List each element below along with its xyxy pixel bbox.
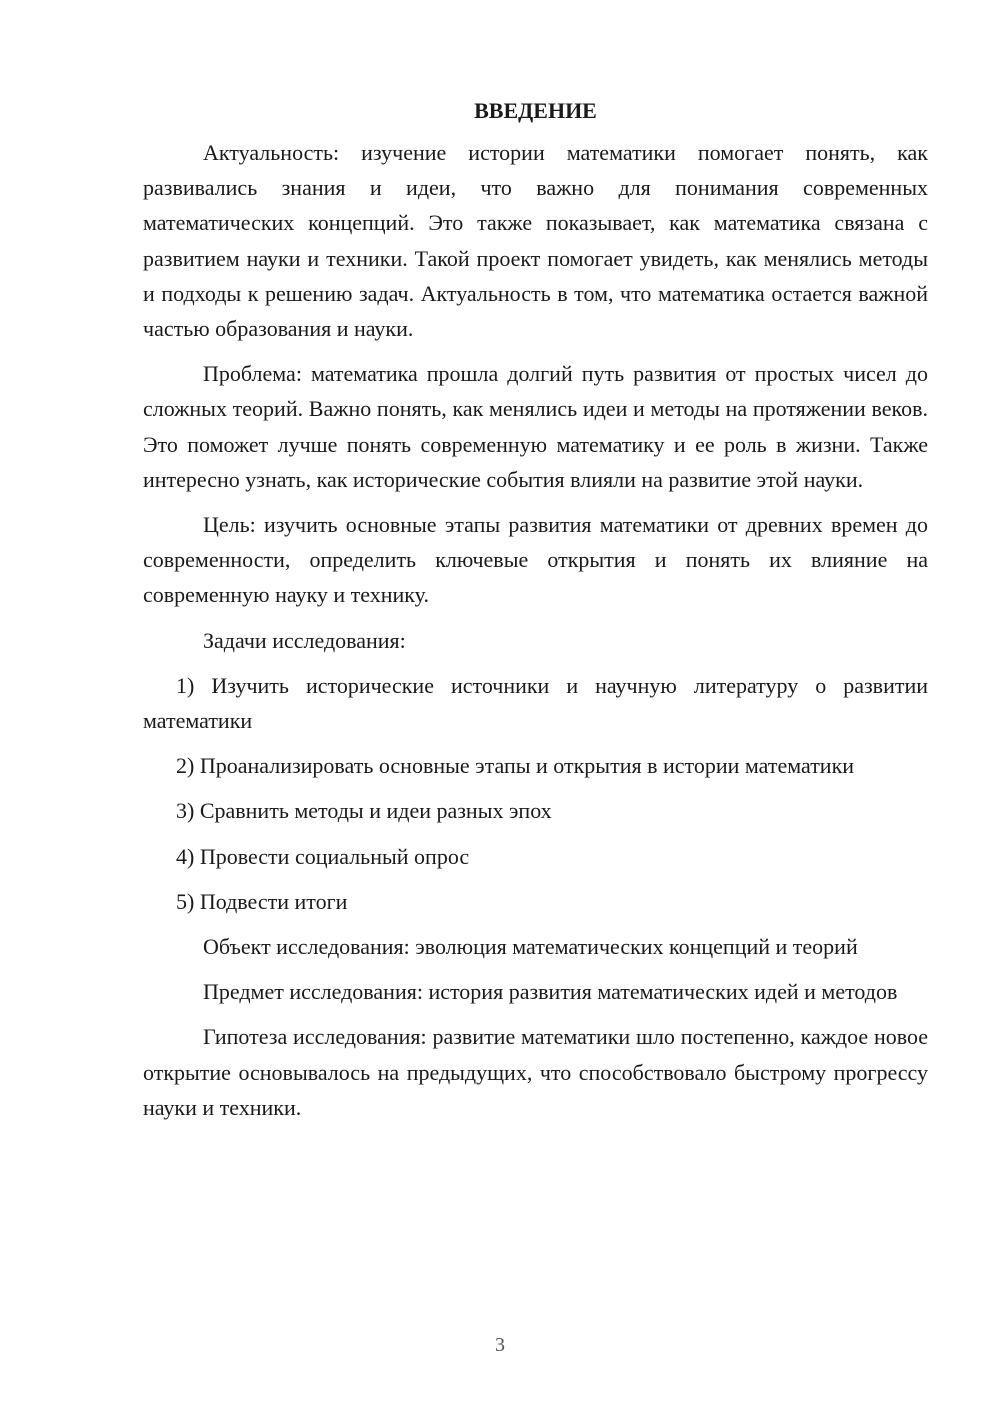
document-page [143, 94, 928, 1125]
problem-paragraph: Проблема: математика прошла долгий путь развития от простых чисел до сложных теорий. Важно понять, как менялись идеи и методы на протяжении веков. Это поможет лучше понять современную математику и ее роль в жизни. Также интересно узнать, как исторические события влияли на развитие этой науки. [143, 361, 928, 492]
object-paragraph: Объект исследования: эволюция математических концепций и теорий [203, 934, 858, 960]
goal-paragraph: Цель: изучить основные этапы развития математики от древних времен до современности, определить ключевые открытия и понять их влияние на современную науку и технику. [143, 512, 928, 608]
task-item-1: 1) Изучить исторические источники и научную литературу о развитии математики [143, 672, 928, 734]
page-title: ВВЕДЕНИЕ [474, 98, 597, 123]
tasks-heading: Задачи исследования: [203, 627, 406, 653]
task-item-4: 4) Провести социальный опрос [176, 843, 470, 869]
task-item-2: 2) Проанализировать основные этапы и открытия в истории математики [176, 753, 855, 779]
task-item-5: 5) Подвести итоги [176, 888, 348, 914]
hypothesis-paragraph: Гипотеза исследования: развитие математики шло постепенно, каждое новое открытие основывалось на предыдущих, что способствовало быстрому прогрессу науки и техники. [143, 1024, 928, 1120]
task-item-3: 3) Сравнить методы и идеи разных эпох [176, 798, 552, 824]
subject-paragraph: Предмет исследования: история развития математических идей и методов [203, 979, 898, 1005]
relevance-paragraph: Актуальность: изучение истории математики помогает понять, как развивались знания и идеи, что важно для понимания современных математических концепций. Это также показывает, как математика связана с развитием науки и техники. Такой проект помогает увидеть, как менялись методы и подходы к решению задач. Актуальность в том, что математика остается важной частью образования и науки. [143, 140, 928, 342]
page-number: 3 [495, 1334, 505, 1356]
